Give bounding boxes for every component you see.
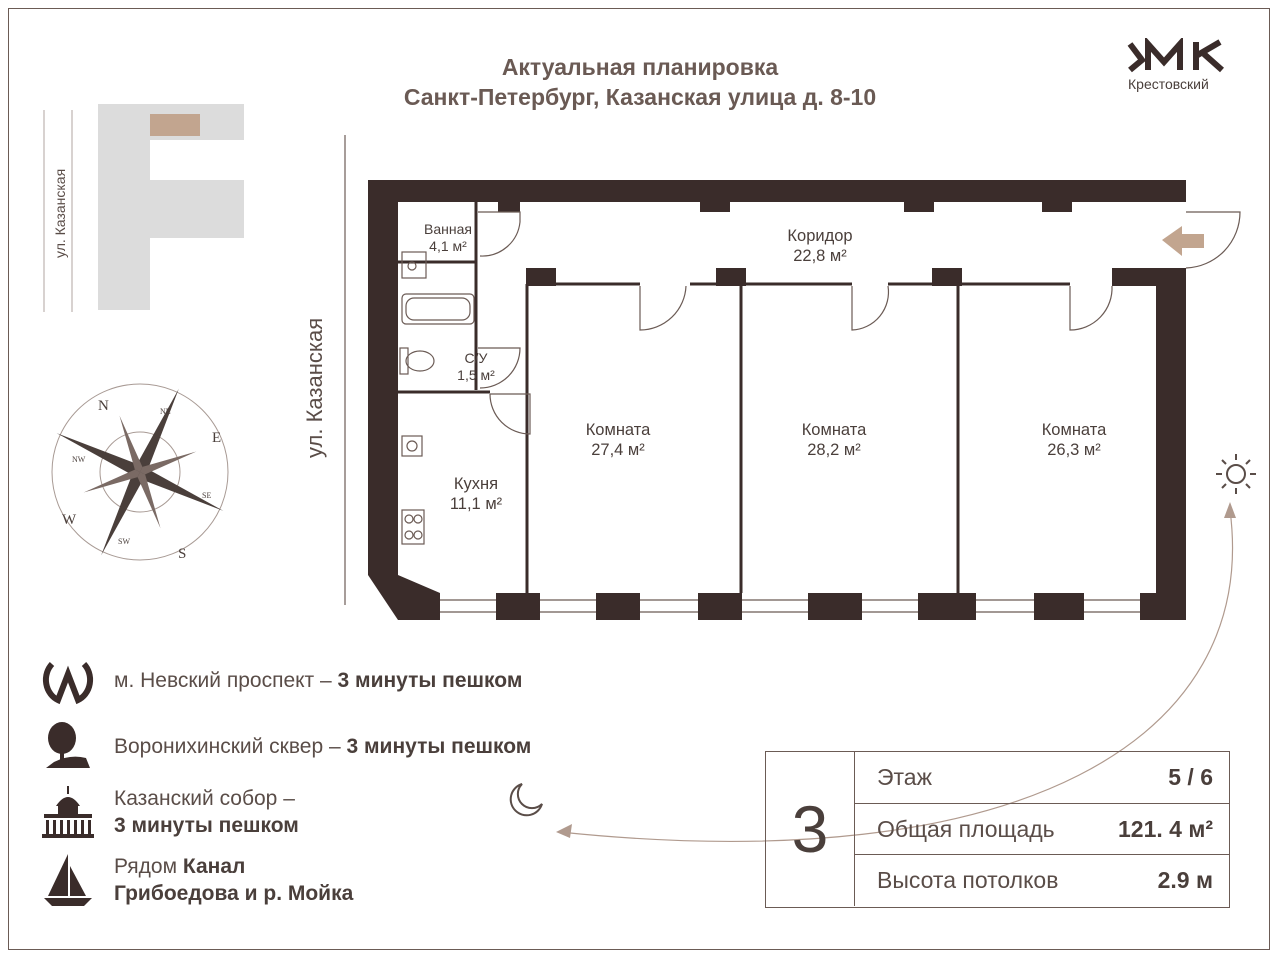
row-floor: Этаж 5 / 6: [877, 764, 1213, 790]
info-canal: Рядом Канал Грибоедова и р. Мойка: [40, 852, 353, 908]
compass-nw: NW: [72, 455, 86, 464]
wall-top: [368, 180, 1186, 202]
compass-sw: SW: [118, 537, 130, 546]
info-cathedral: Казанский собор – 3 минуты пешком: [40, 784, 299, 840]
street-label: ул. Казанская: [302, 317, 327, 458]
wall-left: [368, 180, 398, 575]
room-2: Комната 28,2 м²: [801, 421, 867, 459]
entry-arrow-icon: [1162, 226, 1204, 256]
sun-icon: [1216, 454, 1256, 494]
room-wc: С/У 1,5 м²: [457, 350, 495, 383]
row-height: Высота потолков 2.9 м: [855, 854, 1229, 905]
apartment-number: 3: [766, 752, 855, 906]
compass-w: W: [62, 512, 77, 528]
moon-icon: [511, 784, 542, 815]
site-plan-street-label: ул. Казанская: [52, 168, 68, 258]
cathedral-icon: [40, 784, 96, 840]
room-corridor: Коридор 22,8 м²: [787, 227, 853, 265]
title-line-1: Актуальная планировка: [501, 54, 779, 80]
park-icon: [40, 718, 96, 774]
metro-icon: [40, 652, 96, 708]
compass-e: E: [212, 430, 222, 446]
row-area: Общая площадь 121. 4 м²: [855, 803, 1229, 854]
compass-s: S: [178, 546, 187, 562]
info-metro: м. Невский проспект – 3 минуты пешком: [40, 652, 522, 708]
title-line-2: Санкт-Петербург, Казанская улица д. 8-10: [403, 84, 877, 110]
summary-table: [765, 751, 1230, 908]
logo-name: Крестовский: [1128, 76, 1209, 92]
room-3: Комната 26,3 м²: [1041, 421, 1107, 459]
room-bathroom: Ванная 4,1 м²: [424, 221, 472, 254]
compass-n: N: [98, 398, 109, 414]
compass-se: SE: [202, 491, 212, 500]
room-kitchen: Кухня 11,1 м²: [449, 475, 503, 513]
compass-ne: NE: [160, 407, 171, 416]
info-park: Воронихинский сквер – 3 минуты пешком: [40, 718, 531, 774]
sailboat-icon: [40, 852, 96, 908]
room-1: Комната 27,4 м²: [585, 421, 651, 459]
